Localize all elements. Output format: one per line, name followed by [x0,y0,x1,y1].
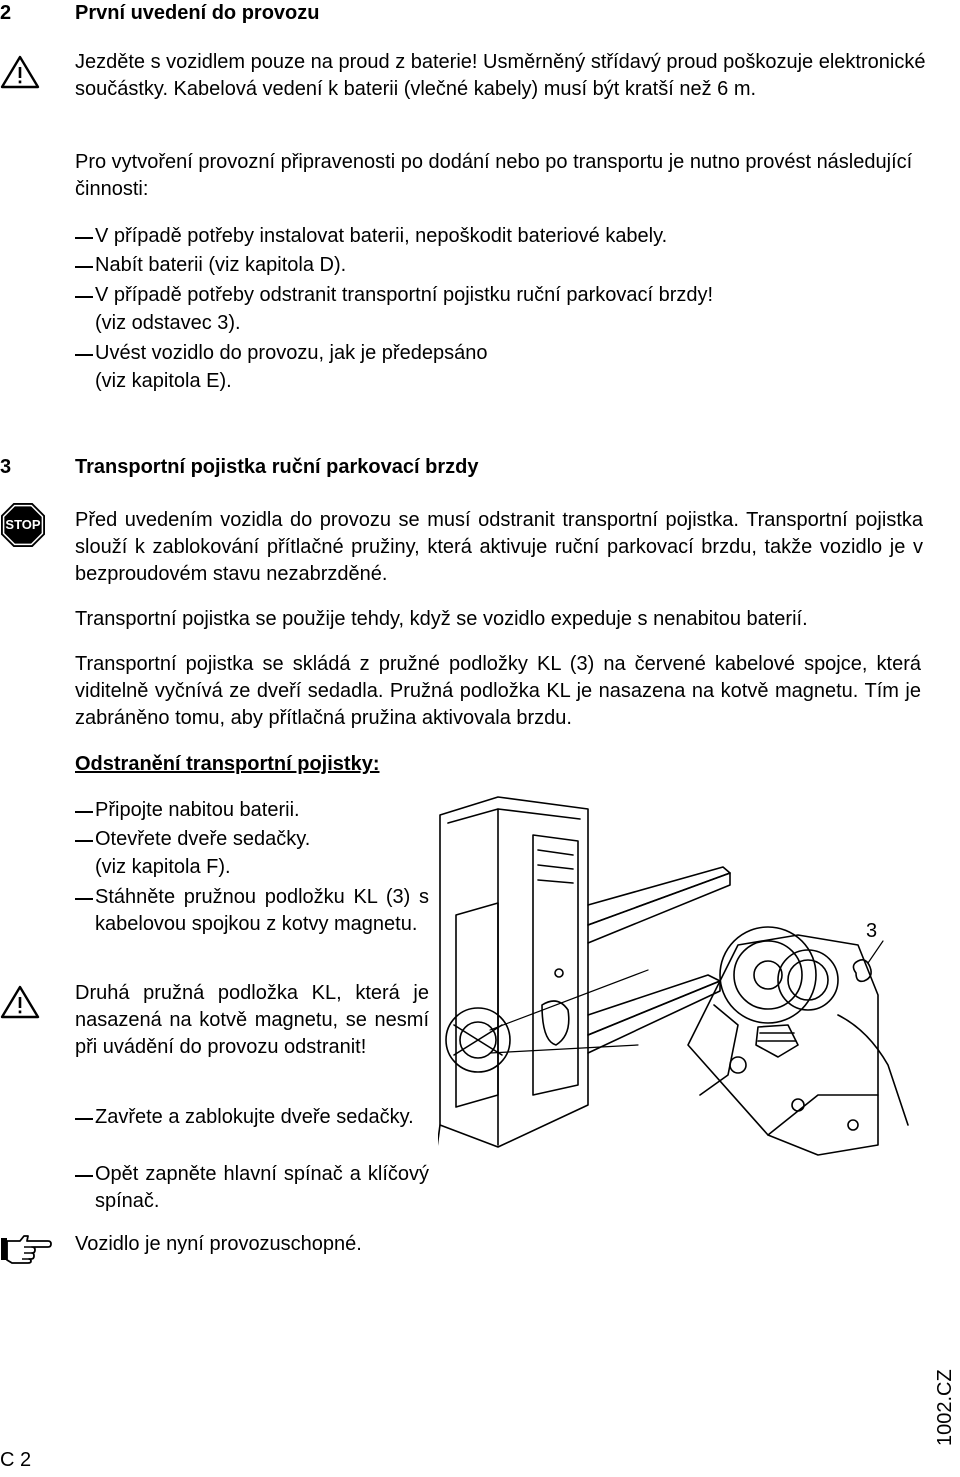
list-item-continuation: (viz odstavec 3). [95,312,241,334]
stop-paragraph: Před uvedením vozidla do provozu se musí odstranit transportní pojistka. Transportní pojistka slouží k zablokování přítlačné pružiny, která aktivuje ruční parkovací brzdu, takže vozidlo je v bezproudovém stavu nezabrzděné. [75,509,923,585]
warning-icon [0,55,40,89]
doc-code-container [932,1356,958,1446]
list-item-continuation: (viz kapitola F). [95,856,231,878]
intro-paragraph: Pro vytvoření provozní připravenosti po dodání nebo po transportu je nutno provést následující činnosti: [75,151,913,200]
paragraph: Transportní pojistka se skládá z pružné podložky KL (3) na červené kabelové spojce, která viditelně vyčnívá ze dveří sedadla. Pružná podložka KL je nasazena na kotvě magnetu. Tím je zabráněno tomu, aby přítlačná pružina aktivovala brzdu. [75,653,921,729]
list-item-text: Stáhněte pružnou podložku KL (3) s kabelovou spojkou z kotvy magnetu. [95,886,429,935]
section-2-number: 2 [0,2,12,24]
removal-heading: Odstranění transportní pojistky: [75,753,380,775]
list-item-continuation: (viz kapitola E). [95,370,232,392]
doc-code: 1002.CZ [934,1369,956,1446]
warning-text: Druhá pružná podložka KL, která je nasazená na kotvě magnetu, se nesmí při uvádění do provozu odstranit! [75,982,429,1058]
list-item-text: Zavřete a zablokujte dveře sedačky. [95,1106,414,1128]
stop-sign-label: STOP [5,517,41,532]
section-3-number: 3 [0,456,12,478]
stop-sign-icon [0,502,46,548]
page-number: C 2 [0,1449,32,1471]
warning-text: Jezděte s vozidlem pouze na proud z baterie! Usměrněný střídavý proud poškozuje elektronické součástky. Kabelová vedení k baterii (vlečné kabely) musí být kratší než 6 m. [75,51,926,100]
list-item-text: Opět zapněte hlavní spínač a klíčový spínač. [95,1163,429,1212]
section-3-title: Transportní pojistka ruční parkovací brzdy [75,456,479,478]
list-item-text: Otevřete dveře sedačky. [95,828,311,850]
warning-icon [0,985,40,1019]
list-item-text: Připojte nabitou baterii. [95,799,300,821]
figure-callout-3: 3 [866,920,878,942]
list-item-text: V případě potřeby instalovat baterii, nepoškodit bateriové kabely. [95,225,668,247]
section-2-title: První uvedení do provozu [75,2,320,24]
list-item-text: Uvést vozidlo do provozu, jak je předepsáno [95,342,488,364]
list-item-text: Nabít baterii (viz kapitola D). [95,254,347,276]
paragraph: Transportní pojistka se použije tehdy, když se vozidlo expeduje s nenabitou baterií. [75,608,808,630]
list-item-text: V případě potřeby odstranit transportní pojistku ruční parkovací brzdy! [95,284,714,306]
pointing-hand-icon [0,1232,52,1264]
note-text: Vozidlo je nyní provozuschopné. [75,1233,362,1255]
truck-brake-illustration [438,795,942,1165]
